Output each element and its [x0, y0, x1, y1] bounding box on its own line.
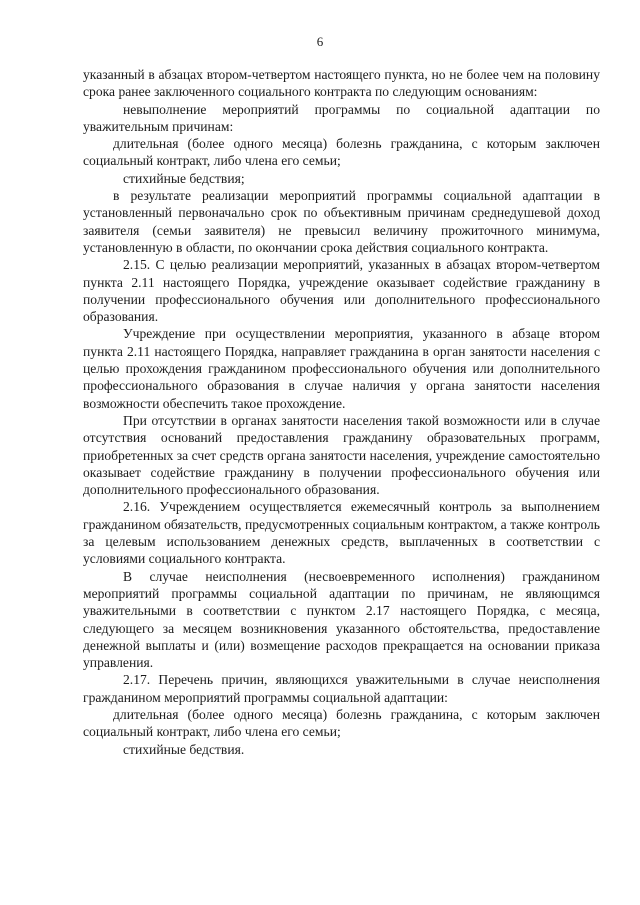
document-body [83, 66, 600, 758]
paragraph-illness-2: длительная (более одного месяца) болезнь гражданина, с которым заключен социальный контракт, либо члена его семьи; [83, 706, 600, 740]
paragraph-2-16: 2.16. Учреждением осуществляется ежемесячный контроль за выполнением гражданином обязательств, предусмотренных социальным контрактом, а также контроль за целевым использованием денежных средств, выплаченных в соответствии с условиями социального контракта. [83, 499, 600, 567]
paragraph-disasters-2: стихийные бедствия. [123, 741, 245, 757]
paragraph-disasters: стихийные бедствия; [123, 170, 245, 186]
paragraph-institution: Учреждение при осуществлении мероприятия, указанного в абзаце втором пункта 2.11 настоящего Порядка, направляет гражданина в орган занятости населения с целью прохождения гражданином профессионального обучения или дополнительного профессионального образования в случае наличия у органа занятости населения возможности обеспечить такое прохождение. [83, 326, 600, 411]
paragraph-continuation: указанный в абзацах втором-четвертом настоящего пункта, но не более чем на половину срока ранее заключенного социального контракта по следующим основаниям: [83, 67, 600, 100]
paragraph-income: в результате реализации мероприятий программы социальной адаптации в установленный первоначально срок по объективным причинам среднедушевой доход заявителя (семьи заявителя) не превысил величину прожиточного минимума, установленную в области, по окончании срока действия социального контракта. [83, 188, 600, 255]
paragraph-2-15: 2.15. С целью реализации мероприятий, указанных в абзацах втором-четвертом пункта 2.11 настоящего Порядка, учреждение оказывает содействие гражданину в получении профессионального обучения или дополнительного профессионального образования. [83, 257, 600, 325]
paragraph-reason-heading: невыполнение мероприятий программы по социальной адаптации по уважительным причинам: [83, 101, 600, 134]
paragraph-nonfulfillment: В случае неисполнения (несвоевременного исполнения) гражданином мероприятий программы социальной адаптации по причинам, не являющимся уважительными в соответствии с пунктом 2.17 настоящего Порядка, с месяца, следующего за месяцем возникновения указанного обстоятельства, предоставление денежной выплаты и (или) возмещение расходов прекращается на основании приказа управления. [83, 568, 600, 671]
page-number: 6 [316, 34, 324, 49]
paragraph-2-17: 2.17. Перечень причин, являющихся уважительными в случае неисполнения гражданином мероприятий программы социальной адаптации: [83, 672, 600, 705]
paragraph-absence: При отсутствии в органах занятости населения такой возможности или в случае отсутствия оснований предоставления гражданину образовательных программ, приобретенных за счет средств органа занятости населения, учреждение самостоятельно оказывает содействие гражданину в получении профессионального обучения или дополнительного профессионального образования. [83, 412, 600, 498]
paragraph-illness: длительная (более одного месяца) болезнь гражданина, с которым заключен социальный контракт, либо члена его семьи; [83, 136, 600, 169]
